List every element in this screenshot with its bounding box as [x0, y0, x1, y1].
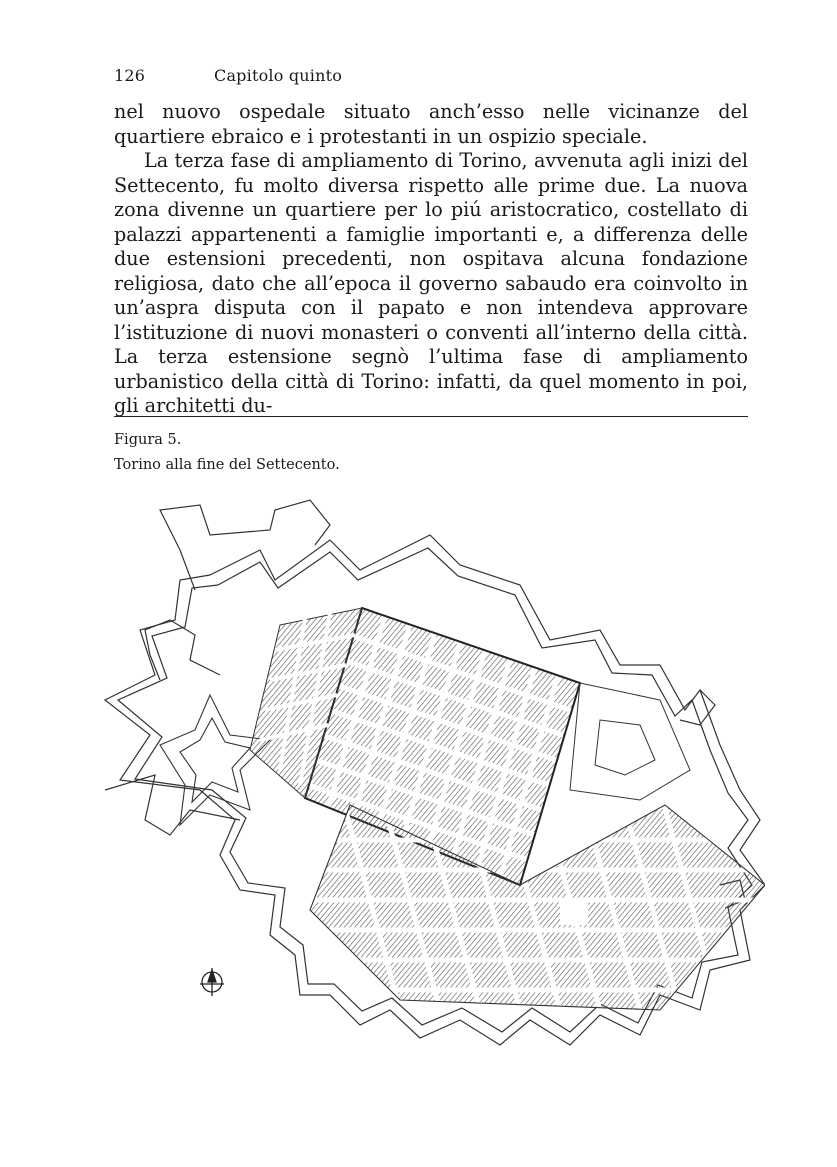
- figure-caption-text: Torino alla fine del Settecento.: [114, 457, 340, 473]
- running-head: [114, 66, 342, 85]
- figure-label: Figura 5.: [114, 432, 182, 448]
- figure-caption: [114, 428, 340, 478]
- paragraph: La terza fase di ampliamento di Torino, avvenuta agli inizi del Settecento, fu molto diversa rispetto alle prime due. La nuova zona divenne un quartiere per lo piú aristocratico, costellato di palazzi appartenenti a famiglie importanti e, a differenza delle due estensioni precedenti, non ospitava alcuna fondazione religiosa, dato che all’epoca il governo sabaudo era coinvolto in un’aspra disputa con il papato e non intendeva approvare l’istituzione di nuovi monasteri o conventi all’interno della città. La terza estensione segnò l’ultima fase di ampliamento urbanistico della città di Torino: infatti, da quel momento in poi, gli architetti du-: [114, 149, 748, 417]
- citadel: [160, 695, 270, 825]
- eastern-bastions: [570, 683, 690, 800]
- north-arrow-icon: [200, 968, 224, 996]
- chapter-title: Capitolo quinto: [214, 66, 343, 85]
- paragraph: nel nuovo ospedale situato anch’esso nelle vicinanze del quartiere ebraico e i protestanti in un ospizio speciale.: [114, 100, 748, 148]
- body-text: [114, 100, 748, 419]
- horizontal-rule: [114, 416, 748, 417]
- page-number: 126: [114, 66, 146, 85]
- city-map-figure: [100, 490, 765, 1050]
